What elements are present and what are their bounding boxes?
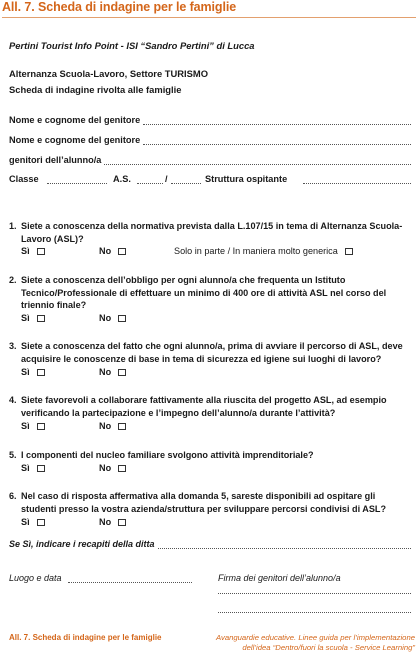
question-text: Siete favorevoli a collaborare fattivamente alla riuscita del progetto ASL, ad esempio verificando la partecipazione e l’impegno dell’alunno/a durante l’attività? bbox=[21, 395, 387, 418]
no-label: No bbox=[99, 421, 112, 431]
signature-line-2[interactable] bbox=[218, 612, 411, 613]
student-parents-input-line[interactable] bbox=[104, 156, 411, 165]
footer-title: All. 7. Scheda di indagine per le famiglie bbox=[9, 633, 162, 642]
q1-partial-option[interactable] bbox=[174, 246, 353, 256]
student-parents-field[interactable] bbox=[9, 153, 411, 165]
question-text: Siete a conoscenza dell’obbligo per ogni alunno/a che frequenta un Istituto Tecnico/Professionale di effettuare un minimo di 400 ore di attività ASL nel corso del triennio finale? bbox=[21, 275, 387, 311]
place-date-input-line[interactable] bbox=[68, 574, 192, 583]
checkbox-icon[interactable] bbox=[37, 369, 45, 376]
form-subtitle: Scheda di indagine rivolta alle famiglie bbox=[9, 84, 182, 95]
checkbox-icon[interactable] bbox=[118, 465, 126, 472]
q1-no-option[interactable] bbox=[99, 246, 126, 256]
question-number: 3. bbox=[9, 341, 17, 351]
q6-yes-option[interactable] bbox=[21, 517, 45, 527]
q4-no-option[interactable] bbox=[99, 421, 126, 431]
q6-no-option[interactable] bbox=[99, 517, 126, 527]
parent1-label: Nome e cognome del genitore bbox=[9, 115, 141, 125]
title-divider bbox=[2, 17, 416, 18]
class-label: Classe bbox=[9, 174, 39, 184]
document-title: All. 7. Scheda di indagine per le famiglie bbox=[2, 0, 237, 14]
checkbox-icon[interactable] bbox=[37, 248, 45, 255]
yes-label: Sì bbox=[21, 421, 30, 431]
no-label: No bbox=[99, 463, 112, 473]
parent1-field[interactable] bbox=[9, 113, 411, 125]
q5-no-option[interactable] bbox=[99, 463, 126, 473]
host-structure-input-line[interactable] bbox=[303, 183, 411, 184]
checkbox-icon[interactable] bbox=[118, 315, 126, 322]
checkbox-icon[interactable] bbox=[118, 248, 126, 255]
checkbox-icon[interactable] bbox=[118, 423, 126, 430]
q1-yes-option[interactable] bbox=[21, 246, 45, 256]
parent2-label: Nome e cognome del genitore bbox=[9, 135, 141, 145]
question-5 bbox=[9, 449, 409, 462]
question-number: 2. bbox=[9, 275, 17, 285]
company-contacts-input-line[interactable] bbox=[158, 540, 411, 549]
q2-no-option[interactable] bbox=[99, 313, 126, 323]
no-label: No bbox=[99, 367, 112, 377]
checkbox-icon[interactable] bbox=[37, 315, 45, 322]
no-label: No bbox=[99, 246, 112, 256]
parents-signature-label: Firma dei genitori dell’alunno/a bbox=[218, 573, 341, 583]
place-date-field[interactable] bbox=[9, 571, 192, 583]
question-number: 5. bbox=[9, 450, 17, 460]
checkbox-icon[interactable] bbox=[345, 248, 353, 255]
no-label: No bbox=[99, 517, 112, 527]
q4-yes-option[interactable] bbox=[21, 421, 45, 431]
place-date-label: Luogo e data bbox=[9, 573, 62, 583]
student-parents-label: genitori dell’alunno/a bbox=[9, 155, 102, 165]
question-number: 6. bbox=[9, 491, 17, 501]
footer-source bbox=[185, 633, 415, 652]
question-3 bbox=[9, 340, 409, 365]
checkbox-icon[interactable] bbox=[37, 423, 45, 430]
yes-label: Sì bbox=[21, 313, 30, 323]
q3-yes-option[interactable] bbox=[21, 367, 45, 377]
checkbox-icon[interactable] bbox=[118, 519, 126, 526]
question-number: 1. bbox=[9, 221, 17, 231]
company-contacts-label: Se Sì, indicare i recapiti della ditta bbox=[9, 539, 155, 549]
parent1-input-line[interactable] bbox=[143, 116, 411, 125]
checkbox-icon[interactable] bbox=[37, 519, 45, 526]
q2-yes-option[interactable] bbox=[21, 313, 45, 323]
school-name: Pertini Tourist Info Point - ISI “Sandro Pertini” di Lucca bbox=[9, 40, 255, 51]
q3-no-option[interactable] bbox=[99, 367, 126, 377]
partial-label: Solo in parte / In maniera molto generica bbox=[174, 246, 338, 256]
question-text: Siete a conoscenza del fatto che ogni alunno/a, prima di avviare il percorso di ASL, deve acquisire le conoscenze di base in tema di sicurezza ed igiene sui luoghi di lavoro? bbox=[21, 341, 403, 364]
yes-label: Sì bbox=[21, 246, 30, 256]
yes-label: Sì bbox=[21, 463, 30, 473]
school-year-label: A.S. bbox=[113, 174, 131, 184]
year-separator: / bbox=[165, 174, 168, 184]
signature-line-1[interactable] bbox=[218, 593, 411, 594]
question-2 bbox=[9, 274, 409, 312]
parent2-field[interactable] bbox=[9, 133, 411, 145]
parent2-input-line[interactable] bbox=[143, 136, 411, 145]
no-label: No bbox=[99, 313, 112, 323]
checkbox-icon[interactable] bbox=[118, 369, 126, 376]
program-subtitle: Alternanza Scuola-Lavoro, Settore TURISMO bbox=[9, 68, 208, 79]
year-end-input-line[interactable] bbox=[171, 183, 201, 184]
yes-label: Sì bbox=[21, 517, 30, 527]
question-6 bbox=[9, 490, 409, 515]
question-1 bbox=[9, 220, 409, 245]
class-input-line[interactable] bbox=[47, 183, 107, 184]
question-text: Nel caso di risposta affermativa alla domanda 5, sareste disponibili ad ospitare gli studenti presso la vostra azienda/struttura per sviluppare percorsi condivisi di ASL? bbox=[21, 491, 387, 514]
footer-source-line2: dell’idea “Dentro/fuori la scuola - Service Learning” bbox=[242, 642, 415, 652]
q5-yes-option[interactable] bbox=[21, 463, 45, 473]
question-number: 4. bbox=[9, 395, 17, 405]
footer-source-line1: Avanguardie educative. Linee guida per l’implementazione bbox=[215, 633, 415, 642]
question-4 bbox=[9, 394, 409, 419]
question-text: I componenti del nucleo familiare svolgono attività imprenditoriale? bbox=[21, 450, 314, 460]
yes-label: Sì bbox=[21, 367, 30, 377]
checkbox-icon[interactable] bbox=[37, 465, 45, 472]
question-text: Siete a conoscenza della normativa prevista dalla L.107/15 in tema di Alternanza Scuola-Lavoro (ASL)? bbox=[21, 221, 403, 244]
host-structure-label: Struttura ospitante bbox=[205, 174, 288, 184]
year-start-input-line[interactable] bbox=[137, 183, 163, 184]
class-row bbox=[9, 174, 411, 186]
company-contacts-field[interactable] bbox=[9, 537, 411, 549]
